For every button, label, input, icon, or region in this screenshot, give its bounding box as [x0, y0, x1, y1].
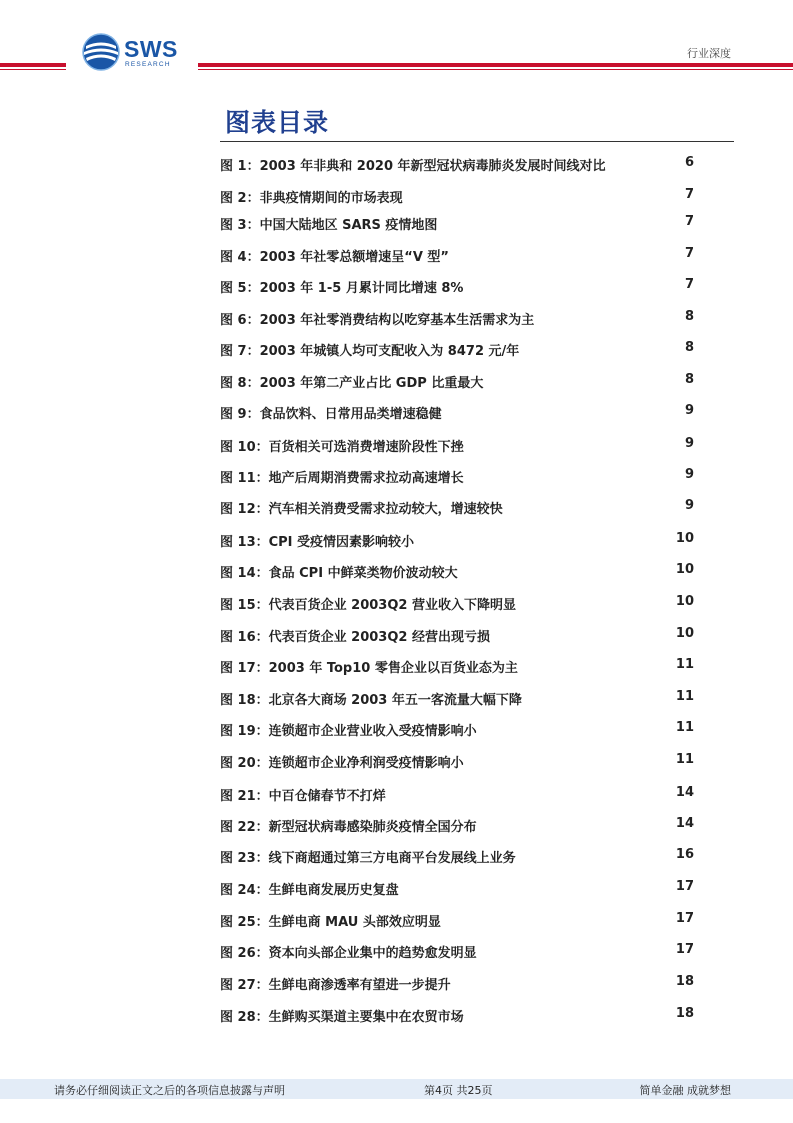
toc-item-page: 11 [675, 752, 694, 767]
toc-item[interactable] [220, 847, 694, 867]
toc-item-page: 18 [675, 974, 694, 989]
toc-item-label: 图 5：2003 年 1-5 月累计同比增速 8% [220, 281, 464, 296]
toc-item-page: 8 [684, 309, 694, 324]
toc-item[interactable] [220, 562, 694, 582]
toc-item[interactable] [220, 403, 694, 423]
toc-item-page: 8 [684, 340, 694, 355]
sws-logo [82, 33, 192, 73]
toc-item-page: 11 [675, 720, 694, 735]
toc-item-label: 图 1：2003 年非典和 2020 年新型冠状病毒肺炎发展时间线对比 [220, 159, 606, 174]
toc-item-page: 14 [675, 816, 694, 831]
toc-item-page: 10 [675, 626, 694, 641]
toc-item[interactable] [220, 436, 694, 456]
title-divider [220, 141, 734, 142]
toc-item-page: 16 [675, 847, 694, 862]
footer-slogan: 简单金融 成就梦想 [639, 1084, 731, 1097]
toc-item-page: 17 [675, 879, 694, 894]
toc-item-label: 图 14：食品 CPI 中鲜菜类物价波动较大 [220, 566, 458, 581]
toc-item-label: 图 21：中百仓储春节不打烊 [220, 789, 386, 804]
toc-item[interactable] [220, 277, 694, 297]
toc-item-label: 图 3：中国大陆地区 SARS 疫情地图 [220, 218, 438, 233]
toc-item-label: 图 10：百货相关可选消费增速阶段性下挫 [220, 440, 464, 455]
toc-item[interactable] [220, 785, 694, 805]
toc-item-label: 图 2：非典疫情期间的市场表现 [220, 191, 403, 206]
footer-disclaimer: 请务必仔细阅读正文之后的各项信息披露与声明 [54, 1084, 285, 1097]
toc-item-page: 17 [675, 942, 694, 957]
toc-item-label: 图 4：2003 年社零总额增速呈“V 型” [220, 250, 449, 265]
toc-item-label: 图 7：2003 年城镇人均可支配收入为 8472 元/年 [220, 344, 520, 359]
toc-item-label: 图 28：生鲜购买渠道主要集中在农贸市场 [220, 1010, 464, 1025]
toc-item[interactable] [220, 657, 694, 677]
toc-item-label: 图 18：北京各大商场 2003 年五一客流量大幅下降 [220, 693, 522, 708]
toc-item-label: 图 9：食品饮料、日常用品类增速稳健 [220, 407, 442, 422]
toc-item[interactable] [220, 816, 694, 836]
toc-item[interactable] [220, 467, 694, 487]
toc-item-page: 18 [675, 1006, 694, 1021]
toc-item-label: 图 27：生鲜电商渗透率有望进一步提升 [220, 978, 451, 993]
toc-item-page: 7 [684, 214, 694, 229]
toc-item[interactable] [220, 155, 694, 175]
toc-item-label: 图 17：2003 年 Top10 零售企业以百货业态为主 [220, 661, 518, 676]
toc-item-page: 10 [675, 562, 694, 577]
toc-item-page: 7 [684, 246, 694, 261]
toc-item[interactable] [220, 594, 694, 614]
toc-item-page: 7 [684, 187, 694, 202]
toc-item[interactable] [220, 531, 694, 551]
toc-item[interactable] [220, 372, 694, 392]
toc-item[interactable] [220, 187, 694, 207]
toc-item-page: 11 [675, 657, 694, 672]
toc-item-label: 图 8：2003 年第二产业占比 GDP 比重最大 [220, 376, 484, 391]
toc-item-label: 图 16：代表百货企业 2003Q2 经营出现亏损 [220, 630, 490, 645]
header-rule-left [0, 63, 66, 67]
toc-item-page: 6 [684, 155, 694, 170]
toc-item-label: 图 12：汽车相关消费受需求拉动较大，增速较快 [220, 502, 503, 517]
toc-item[interactable] [220, 974, 694, 994]
toc-item-page: 11 [675, 689, 694, 704]
header-thin-rule-left [0, 69, 66, 70]
toc-item-label: 图 25：生鲜电商 MAU 头部效应明显 [220, 915, 441, 930]
page-title: 图表目录 [225, 108, 330, 137]
toc-item[interactable] [220, 309, 694, 329]
toc-item-page: 9 [684, 498, 694, 513]
toc-item-page: 10 [675, 531, 694, 546]
footer-page-number: 第4页 共25页 [424, 1084, 493, 1097]
toc-item-page: 9 [684, 436, 694, 451]
toc-item[interactable] [220, 752, 694, 772]
toc-item-label: 图 19：连锁超市企业营业收入受疫情影响小 [220, 724, 477, 739]
toc-item-page: 7 [684, 277, 694, 292]
toc-item[interactable] [220, 942, 694, 962]
toc-item[interactable] [220, 498, 694, 518]
toc-item-label: 图 23：线下商超通过第三方电商平台发展线上业务 [220, 851, 516, 866]
toc-item[interactable] [220, 340, 694, 360]
toc-item-label: 图 15：代表百货企业 2003Q2 营业收入下降明显 [220, 598, 516, 613]
toc-item-label: 图 11：地产后周期消费需求拉动高速增长 [220, 471, 464, 486]
header-rule-right [198, 63, 793, 67]
toc-item-page: 8 [684, 372, 694, 387]
toc-item[interactable] [220, 720, 694, 740]
toc-item[interactable] [220, 626, 694, 646]
toc-item-label: 图 22：新型冠状病毒感染肺炎疫情全国分布 [220, 820, 477, 835]
toc-item[interactable] [220, 1006, 694, 1026]
toc-item-label: 图 20：连锁超市企业净利润受疫情影响小 [220, 756, 464, 771]
header-thin-rule-right [198, 69, 793, 70]
toc-item-page: 17 [675, 911, 694, 926]
toc-item-page: 9 [684, 403, 694, 418]
report-category-label: 行业深度 [687, 47, 731, 60]
toc-item[interactable] [220, 689, 694, 709]
toc-item-label: 图 26：资本向头部企业集中的趋势愈发明显 [220, 946, 477, 961]
footer-bar [0, 1079, 793, 1099]
logo-subtext: RESEARCH [125, 61, 171, 68]
toc-item-page: 14 [675, 785, 694, 800]
toc-item-label: 图 6：2003 年社零消费结构以吃穿基本生活需求为主 [220, 313, 535, 328]
toc-item-label: 图 24：生鲜电商发展历史复盘 [220, 883, 399, 898]
toc-item-page: 10 [675, 594, 694, 609]
toc-item[interactable] [220, 879, 694, 899]
toc-item[interactable] [220, 911, 694, 931]
toc-item[interactable] [220, 246, 694, 266]
logo-text: SWS [124, 36, 178, 62]
toc-item-page: 9 [684, 467, 694, 482]
toc-item-label: 图 13：CPI 受疫情因素影响较小 [220, 535, 415, 550]
toc-item[interactable] [220, 214, 694, 234]
sws-globe-icon [82, 33, 120, 71]
